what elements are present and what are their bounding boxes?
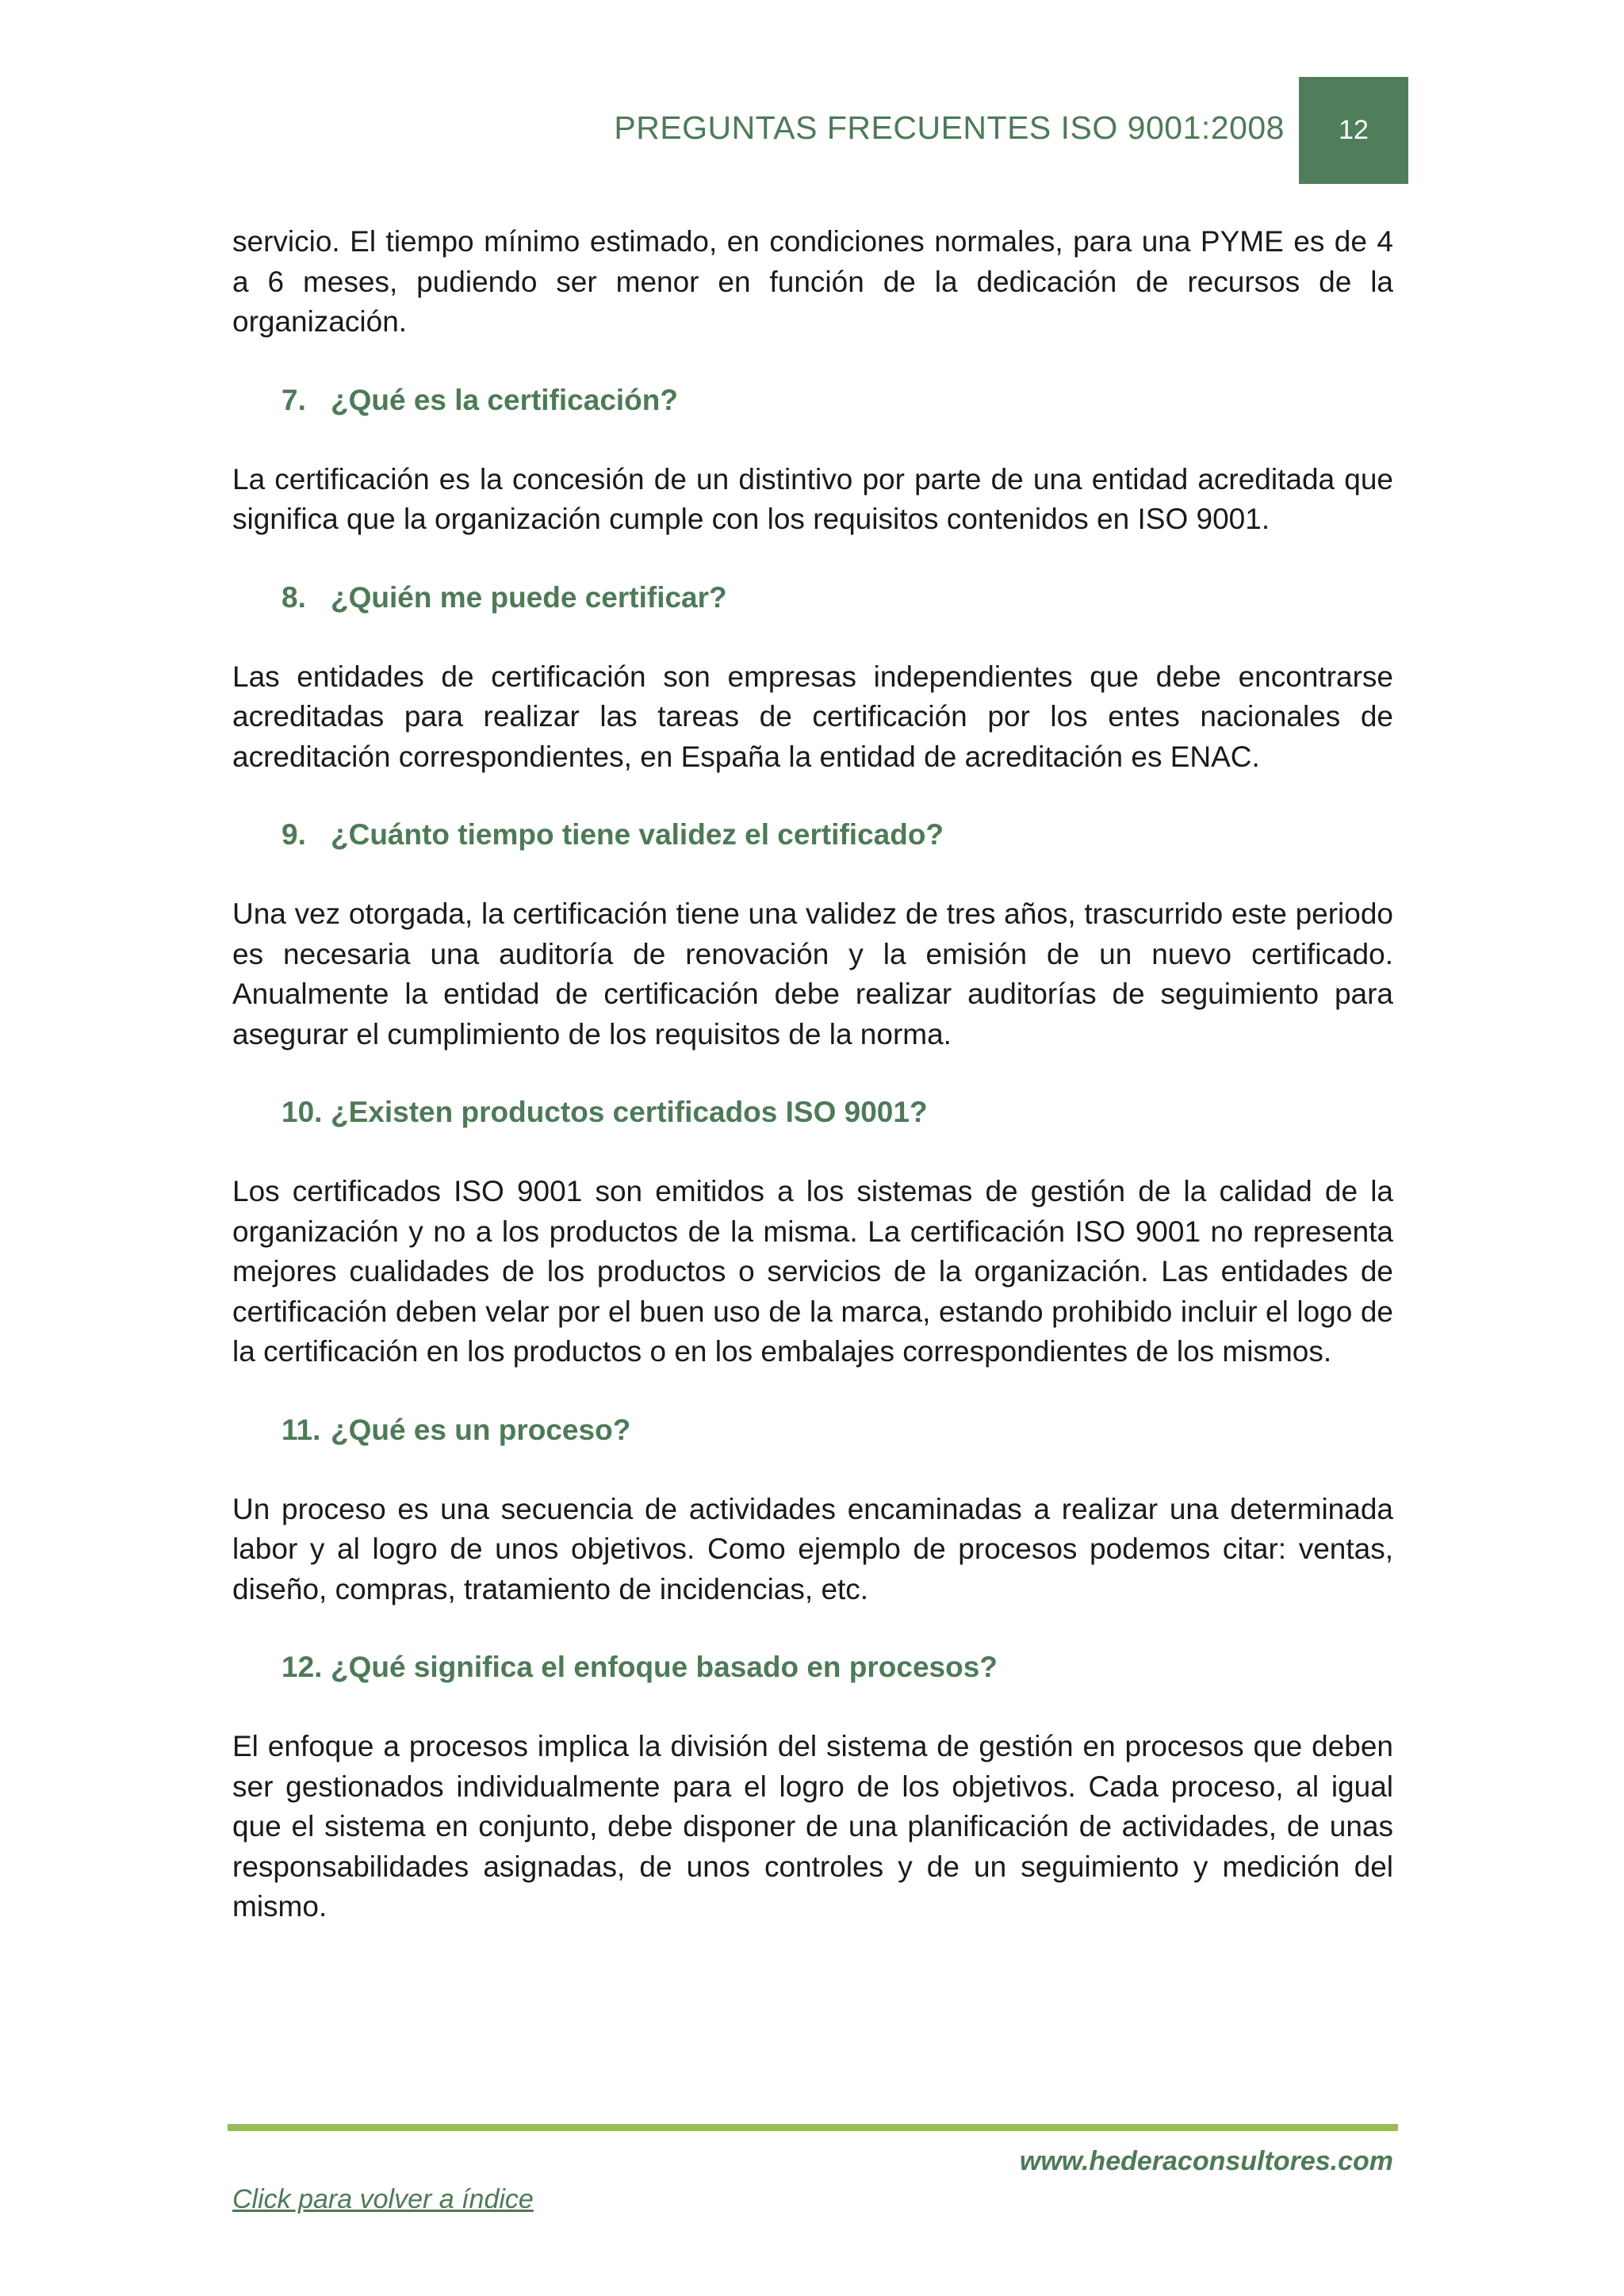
answer-paragraph: La certificación es la concesión de un distintivo por parte de una entidad acreditada que significa que la organización cumple con los requisitos contenidos en ISO 9001. — [232, 462, 1393, 535]
question-heading — [232, 1647, 1393, 1687]
answer-paragraph: Las entidades de certificación son empresas independientes que debe encontrarse acreditadas para realizar las tareas de certificación por los entes nacionales de acreditación correspondientes, en España la entidad de acreditación es ENAC. — [232, 660, 1393, 773]
footer-website-url: www.hederaconsultores.com — [1019, 2146, 1393, 2176]
question-text: ¿Qué es la certificación? — [331, 383, 678, 416]
question-number: 7. — [282, 383, 306, 416]
question-text: ¿Quién me puede certificar? — [331, 580, 727, 614]
question-number: 8. — [282, 580, 306, 614]
answer-paragraph: El enfoque a procesos implica la división del sistema de gestión en procesos que deben ser gestionados individualmente para el logro de los objetivos. Cada proceso, al igual que el sistema en conjunto, debe disponer de una planificación de actividades, de unas responsabilidades asignadas, de unos controles y de un seguimiento y medición del mismo. — [232, 1730, 1393, 1923]
main-content — [232, 222, 1393, 1927]
question-number: 9. — [282, 818, 306, 851]
page-number-badge — [1299, 77, 1408, 184]
question-heading — [232, 381, 1393, 420]
answer-paragraph: Un proceso es una secuencia de actividades encaminadas a realizar una determinada labor y al logro de unos objetivos. Como ejemplo de procesos podemos citar: ventas, diseño, compras, tratamiento de incidencias, etc. — [232, 1492, 1393, 1605]
question-number: 10. — [282, 1096, 323, 1128]
answer-paragraph: Una vez otorgada, la certificación tiene una validez de tres años, trascurrido este periodo es necesaria una auditoría de renovación y la emisión de un nuevo certificado. Anualmente la entidad de certificación debe realizar auditorías de seguimiento para asegurar el cumplimiento de los requisitos de la norma. — [232, 897, 1393, 1050]
question-text: ¿Cuánto tiempo tiene validez el certificado? — [331, 818, 944, 851]
question-text: ¿Existen productos certificados ISO 9001? — [331, 1096, 928, 1128]
question-number: 12. — [282, 1651, 323, 1683]
question-text: ¿Qué significa el enfoque basado en procesos? — [331, 1651, 998, 1683]
intro-paragraph: servicio. El tiempo mínimo estimado, en condiciones normales, para una PYME es de 4 a 6 meses, pudiendo ser menor en función de la dedicación de recursos de la organización. — [232, 225, 1393, 338]
page-number: 12 — [1339, 115, 1369, 145]
question-heading — [232, 1410, 1393, 1450]
question-number: 11. — [282, 1413, 321, 1446]
footer-divider — [228, 2124, 1398, 2131]
back-to-index-link[interactable]: Click para volver a índice — [232, 2184, 534, 2214]
question-heading — [232, 578, 1393, 618]
question-heading — [232, 1093, 1393, 1132]
header-title: PREGUNTAS FRECUENTES ISO 9001:2008 — [614, 109, 1285, 146]
answer-paragraph: Los certificados ISO 9001 son emitidos a los sistemas de gestión de la calidad de la organización y no a los productos de la misma. La certificación ISO 9001 no representa mejores cualidades de los productos o servicios de la organización. Las entidades de certificación deben velar por el buen uso de la marca, estando prohibido incluir el logo de la certificación en los productos o en los embalajes correspondientes de los mismos. — [232, 1175, 1393, 1368]
question-heading — [232, 815, 1393, 855]
question-text: ¿Qué es un proceso? — [331, 1413, 631, 1446]
